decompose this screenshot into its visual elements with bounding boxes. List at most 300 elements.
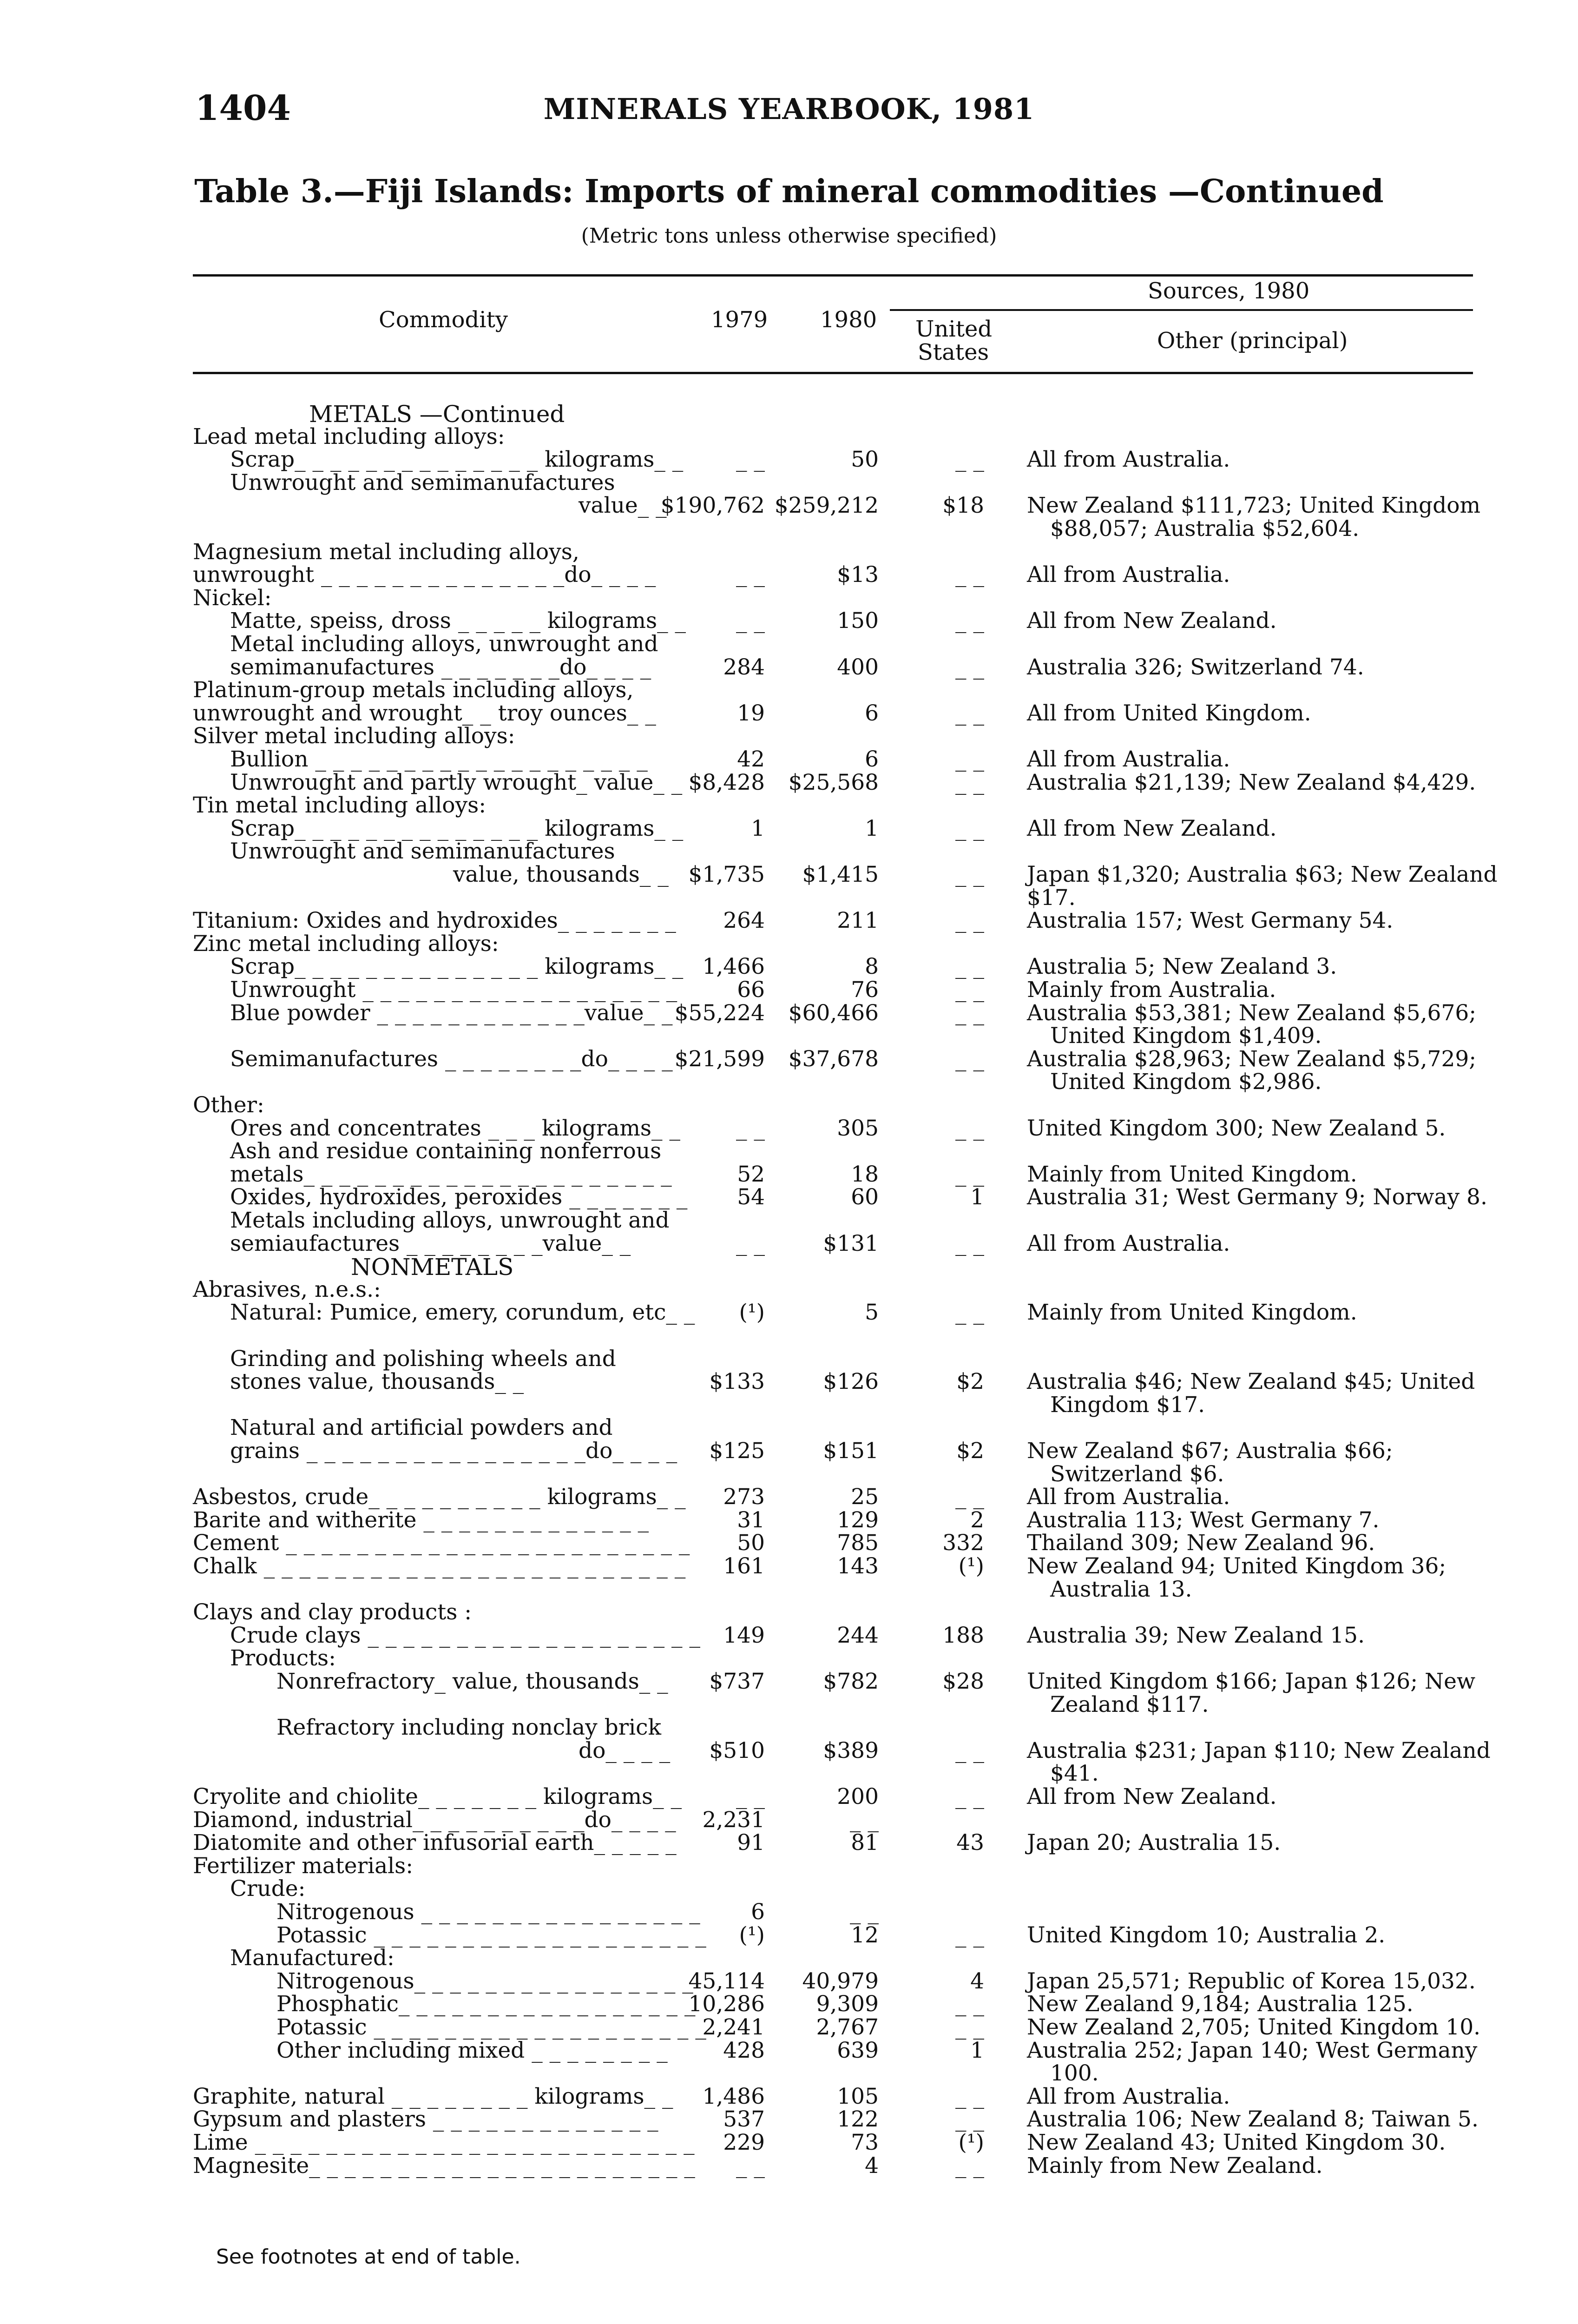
- value-1979-cell: 264: [723, 908, 765, 934]
- table-row: [0, 1484, 1578, 1510]
- table-row: [0, 1945, 1578, 1971]
- commodity-cell: Unwrought and partly wrought_ value_ _: [230, 769, 683, 795]
- table-subtitle: (Metric tons unless otherwise specified): [581, 224, 997, 248]
- table-row: [0, 1761, 1578, 1787]
- value-1979-cell: _ _: [736, 447, 765, 473]
- sources-cell: New Zealand $67; Australia $66;: [1027, 1438, 1393, 1464]
- sources-cell: Japan 20; Australia 15.: [1027, 1830, 1281, 1856]
- table-row: [0, 977, 1578, 1003]
- value-1979-cell: 273: [723, 1484, 765, 1510]
- value-us-cell: _ _: [955, 2014, 984, 2040]
- value-1979-cell: 10,286: [688, 1991, 765, 2017]
- value-1979-cell: $190,762: [660, 493, 765, 519]
- value-us-cell: _ _: [955, 1000, 984, 1026]
- value-us-cell: $18: [942, 493, 984, 519]
- value-1980-cell: 244: [837, 1622, 879, 1648]
- value-1980-cell: 2,767: [816, 2014, 879, 2040]
- table-row: [0, 562, 1578, 588]
- sources-cell: $88,057; Australia $52,604.: [1050, 516, 1360, 541]
- sources-cell: All from New Zealand.: [1027, 815, 1277, 841]
- value-1980-cell: 6: [865, 746, 879, 772]
- value-1980-cell: 73: [851, 2130, 879, 2155]
- sources-cell: Japan 25,571; Republic of Korea 15,032.: [1027, 1968, 1476, 1994]
- table-row: [0, 1991, 1578, 2017]
- value-us-cell: _ _: [955, 1784, 984, 1809]
- value-1980-cell: $1,415: [802, 862, 879, 887]
- table-row: [0, 1300, 1578, 1326]
- commodity-cell: Products:: [230, 1645, 336, 1671]
- sources-cell: New Zealand 9,184; Australia 125.: [1027, 1991, 1414, 2017]
- value-1980-cell: $25,568: [788, 769, 879, 795]
- commodity-cell: stones value, thousands_ _: [230, 1369, 524, 1395]
- commodity-cell: Grinding and polishing wheels and: [230, 1346, 616, 1372]
- table-row: [0, 2014, 1578, 2038]
- table-row: [0, 1853, 1578, 1879]
- table-row: [0, 1116, 1578, 1139]
- value-1979-cell: _ _: [736, 1784, 765, 1809]
- header-top-rule: [193, 274, 1473, 277]
- table-row: [0, 608, 1578, 634]
- value-1979-cell: 31: [737, 1507, 765, 1533]
- sources-cell: Switzerland $6.: [1050, 1461, 1224, 1487]
- table-row: [0, 723, 1578, 749]
- value-1979-cell: _ _: [736, 562, 765, 588]
- table-row: [0, 1138, 1578, 1162]
- table-row: [0, 931, 1578, 957]
- table-row: [0, 1162, 1578, 1185]
- commodity-cell: Lime _ _ _ _ _ _ _ _ _ _ _ _ _ _ _ _ _ _ _ _ _ _ _ _ _: [193, 2130, 695, 2155]
- value-us-cell: _ _: [955, 1046, 984, 1072]
- commodity-cell: Abrasives, n.e.s.:: [193, 1276, 381, 1302]
- value-1979-cell: _ _: [736, 608, 765, 634]
- sources-cell: Australia 39; New Zealand 15.: [1027, 1622, 1365, 1648]
- value-us-cell: _ _: [955, 1300, 984, 1326]
- value-1980-cell: 4: [865, 2152, 879, 2179]
- sources-cell: United Kingdom 300; New Zealand 5.: [1027, 1115, 1446, 1141]
- table-title: Table 3.—Fiji Islands: Imports of mineral commodities —Continued: [194, 173, 1384, 210]
- commodity-cell: Natural: Pumice, emery, corundum, etc_ _: [230, 1300, 695, 1326]
- commodity-cell: Nitrogenous _ _ _ _ _ _ _ _ _ _ _ _ _ _ _ _: [276, 1899, 700, 1925]
- commodity-cell: unwrought and wrought_ _ troy ounces_ _: [193, 700, 656, 726]
- commodity-cell: Crude:: [230, 1876, 306, 1902]
- value-1979-cell: $737: [709, 1669, 765, 1694]
- page-number: 1404: [195, 88, 291, 128]
- commodity-cell: Chalk _ _ _ _ _ _ _ _ _ _ _ _ _ _ _ _ _ _ _ _ _ _ _ _: [193, 1553, 686, 1579]
- table-row: [0, 2130, 1578, 2153]
- table-row: [0, 908, 1578, 934]
- table-row: [0, 2084, 1578, 2107]
- value-1980-cell: _ _: [850, 1807, 879, 1833]
- header-bottom-rule: [193, 372, 1473, 374]
- table-row: [0, 862, 1578, 885]
- value-us-cell: _ _: [955, 654, 984, 680]
- value-1979-cell: $8,428: [688, 769, 765, 795]
- commodity-cell: Diatomite and other infusorial earth_ _ _ _ _: [193, 1830, 677, 1856]
- value-us-cell: _ _: [955, 1737, 984, 1763]
- value-1979-cell: 149: [723, 1622, 765, 1648]
- value-1979-cell: (¹): [739, 1922, 765, 1948]
- commodity-cell: Fertilizer materials:: [193, 1853, 414, 1879]
- commodity-cell: unwrought _ _ _ _ _ _ _ _ _ _ _ _ _ _do_ _ _ _: [193, 562, 656, 588]
- commodity-cell: Cryolite and chiolite_ _ _ _ _ _ _ kilograms_ _: [193, 1784, 682, 1809]
- value-1980-cell: 5: [865, 1300, 879, 1326]
- sources-cell: Mainly from Australia.: [1027, 977, 1276, 1003]
- table-row: [0, 1738, 1578, 1761]
- table-row: [0, 447, 1578, 473]
- commodity-cell: Other including mixed _ _ _ _ _ _ _ _: [276, 2037, 668, 2063]
- value-1980-cell: $37,678: [788, 1046, 879, 1072]
- sources-cell: $17.: [1027, 885, 1076, 911]
- table-row: [0, 654, 1578, 678]
- commodity-cell: Platinum-group metals including alloys,: [193, 677, 634, 703]
- sources-cell: All from Australia.: [1027, 562, 1230, 588]
- value-1980-cell: $126: [823, 1369, 879, 1395]
- commodity-cell: Semimanufactures _ _ _ _ _ _ _ _do_ _ _ _: [230, 1046, 673, 1072]
- value-1980-cell: 40,979: [802, 1968, 879, 1994]
- value-us-cell: (¹): [958, 2130, 984, 2155]
- value-1980-cell: 143: [837, 1553, 879, 1579]
- section-heading: [0, 401, 1578, 428]
- table-row: [0, 2038, 1578, 2061]
- commodity-cell: Ores and concentrates _ _ _ kilograms_ _: [230, 1115, 680, 1141]
- sources-cell: Australia 13.: [1050, 1576, 1192, 1602]
- commodity-cell: Scrap_ _ _ _ _ _ _ _ _ _ _ _ _ _ kilograms_ _: [230, 815, 684, 841]
- sources-cell: Zealand $117.: [1050, 1691, 1209, 1717]
- sources-cell: New Zealand $111,723; United Kingdom: [1027, 493, 1481, 519]
- value-us-cell: _ _: [955, 562, 984, 588]
- value-1980-cell: 211: [837, 908, 879, 934]
- running-head: MINERALS YEARBOOK, 1981: [543, 92, 1035, 126]
- value-1979-cell: 284: [723, 654, 765, 680]
- table-row: [0, 1507, 1578, 1531]
- value-1979-cell: 91: [737, 1830, 765, 1856]
- table-row: [0, 1692, 1578, 1715]
- commodity-cell: Asbestos, crude_ _ _ _ _ _ _ _ _ _ kilograms_ _: [193, 1484, 686, 1510]
- value-us-cell: _ _: [955, 700, 984, 726]
- table-row: [0, 1715, 1578, 1741]
- value-us-cell: 1: [970, 1184, 984, 1210]
- table-row: [0, 1069, 1578, 1095]
- commodity-cell: Lead metal including alloys:: [193, 423, 505, 449]
- commodity-cell: Unwrought _ _ _ _ _ _ _ _ _ _ _ _ _ _ _ _ _ _: [230, 977, 677, 1003]
- sources-cell: $41.: [1050, 1761, 1099, 1787]
- value-1980-cell: 18: [851, 1161, 879, 1187]
- value-1979-cell: 45,114: [688, 1968, 765, 1994]
- sources-cell: Mainly from United Kingdom.: [1027, 1161, 1357, 1187]
- value-us-cell: _ _: [955, 954, 984, 980]
- value-us-cell: _ _: [955, 815, 984, 841]
- sources-cell: United Kingdom $2,986.: [1050, 1069, 1322, 1095]
- commodity-cell: Unwrought and semimanufactures: [230, 469, 615, 495]
- table-row: [0, 677, 1578, 703]
- commodity-cell: value_ _: [579, 493, 667, 519]
- value-1979-cell: (¹): [739, 1300, 765, 1326]
- value-us-cell: _ _: [955, 908, 984, 934]
- value-1979-cell: 1: [751, 815, 765, 841]
- value-1980-cell: 76: [851, 977, 879, 1003]
- sources-cell: Kingdom $17.: [1050, 1392, 1205, 1418]
- value-1980-cell: _ _: [850, 1899, 879, 1925]
- sources-cell: Australia 157; West Germany 54.: [1027, 908, 1394, 934]
- value-1980-cell: 129: [837, 1507, 879, 1533]
- commodity-cell: Metals including alloys, unwrought and: [230, 1208, 670, 1233]
- commodity-cell: Natural and artificial powders and: [230, 1415, 613, 1441]
- value-us-cell: 4: [970, 1968, 984, 1994]
- sources-cell: New Zealand 43; United Kingdom 30.: [1027, 2130, 1446, 2155]
- value-1979-cell: $125: [709, 1438, 765, 1464]
- sources-cell: Australia 113; West Germany 7.: [1027, 1507, 1380, 1533]
- commodity-cell: Diamond, industrial_ _ _ _ _ _ _ _ _ _do_ _ _ _: [193, 1807, 676, 1833]
- value-us-cell: _ _: [955, 447, 984, 473]
- sources-cell: New Zealand 2,705; United Kingdom 10.: [1027, 2014, 1481, 2040]
- value-us-cell: _ _: [955, 1484, 984, 1510]
- commodity-cell: Metal including alloys, unwrought and: [230, 631, 658, 657]
- commodity-cell: Potassic _ _ _ _ _ _ _ _ _ _ _ _ _ _ _ _ _ _ _: [276, 1922, 706, 1948]
- sources-cell: All from Australia.: [1027, 746, 1230, 772]
- table-row: [0, 770, 1578, 793]
- commodity-cell: Nonrefractory_ value, thousands_ _: [276, 1669, 668, 1694]
- table-row: [0, 1645, 1578, 1669]
- table-row: [0, 470, 1578, 493]
- value-1980-cell: 305: [837, 1115, 879, 1141]
- value-1979-cell: 2,231: [702, 1807, 765, 1833]
- table-row: [0, 838, 1578, 865]
- value-1980-cell: 8: [865, 954, 879, 980]
- commodity-cell: Refractory including nonclay brick: [276, 1715, 661, 1741]
- commodity-cell: Magnesium metal including alloys,: [193, 539, 579, 565]
- value-1980-cell: 105: [837, 2083, 879, 2109]
- table-row: [0, 1530, 1578, 1556]
- header-other: Other (principal): [1157, 328, 1348, 354]
- header-us-line2: States: [918, 339, 989, 365]
- sources-cell: Australia 31; West Germany 9; Norway 8.: [1027, 1184, 1487, 1210]
- commodity-cell: NONMETALS: [351, 1254, 514, 1281]
- value-us-cell: $28: [942, 1669, 984, 1694]
- value-1979-cell: 6: [751, 1899, 765, 1925]
- commodity-cell: Unwrought and semimanufactures: [230, 838, 615, 865]
- table-row: [0, 1208, 1578, 1231]
- value-1980-cell: 400: [837, 654, 879, 680]
- table-row: [0, 1553, 1578, 1577]
- sources-cell: Australia $46; New Zealand $45; United: [1027, 1369, 1475, 1395]
- sources-cell: Thailand 309; New Zealand 96.: [1027, 1530, 1375, 1556]
- table-row: [0, 1830, 1578, 1856]
- table-row: [0, 424, 1578, 447]
- sources-cell: Mainly from New Zealand.: [1027, 2152, 1323, 2179]
- value-us-cell: _ _: [955, 1991, 984, 2017]
- value-1980-cell: $259,212: [774, 493, 879, 519]
- commodity-cell: Silver metal including alloys:: [193, 723, 515, 749]
- commodity-cell: Manufactured:: [230, 1945, 394, 1971]
- value-1979-cell: _ _: [736, 2152, 765, 2179]
- commodity-cell: Zinc metal including alloys:: [193, 931, 499, 957]
- value-1979-cell: $1,735: [688, 862, 765, 887]
- header-1980: 1980: [820, 307, 877, 333]
- table-row: [0, 1577, 1578, 1600]
- commodity-cell: Cement _ _ _ _ _ _ _ _ _ _ _ _ _ _ _ _ _ _ _ _ _ _ _: [193, 1530, 690, 1556]
- table-row: [0, 1599, 1578, 1623]
- table-row: [0, 1000, 1578, 1026]
- commodity-cell: Ash and residue containing nonferrous: [230, 1138, 662, 1164]
- value-us-cell: _ _: [955, 977, 984, 1003]
- commodity-cell: Other:: [193, 1092, 264, 1118]
- table-row: [0, 2060, 1578, 2084]
- value-1980-cell: 200: [837, 1784, 879, 1809]
- table-row: [0, 1784, 1578, 1807]
- value-us-cell: _ _: [955, 769, 984, 795]
- table-row: [0, 700, 1578, 724]
- commodity-cell: metals_ _ _ _ _ _ _ _ _ _ _ _ _ _ _ _ _ _ _ _ _: [230, 1161, 672, 1187]
- value-1980-cell: 25: [851, 1484, 879, 1510]
- value-1980-cell: $782: [823, 1669, 879, 1694]
- table-row: [0, 2106, 1578, 2133]
- value-1979-cell: 54: [737, 1184, 765, 1210]
- value-1979-cell: 2,241: [702, 2014, 765, 2040]
- table-row: [0, 1899, 1578, 1925]
- table-row: [0, 1922, 1578, 1946]
- header-commodity: Commodity: [379, 307, 508, 333]
- value-1980-cell: 150: [837, 608, 879, 634]
- table-row: [0, 1968, 1578, 1992]
- value-1980-cell: $389: [823, 1737, 879, 1763]
- table-row: [0, 1461, 1578, 1485]
- table-row: [0, 746, 1578, 770]
- sources-cell: Australia 106; New Zealand 8; Taiwan 5.: [1027, 2106, 1479, 2133]
- header-sources: Sources, 1980: [1148, 278, 1310, 304]
- value-1979-cell: 52: [737, 1161, 765, 1187]
- table-row: [0, 539, 1578, 565]
- commodity-cell: Crude clays _ _ _ _ _ _ _ _ _ _ _ _ _ _ _ _ _ _ _: [230, 1622, 700, 1648]
- table-row: [0, 1669, 1578, 1692]
- commodity-cell: grains _ _ _ _ _ _ _ _ _ _ _ _ _ _ _ _do_ _ _ _: [230, 1438, 677, 1464]
- sources-cell: 100.: [1050, 2060, 1099, 2086]
- commodity-cell: Oxides, hydroxides, peroxides _ _ _ _ _ _ _: [230, 1184, 688, 1210]
- sources-cell: United Kingdom $1,409.: [1050, 1023, 1322, 1049]
- table-row: [0, 792, 1578, 819]
- sources-cell: Australia $21,139; New Zealand $4,429.: [1027, 769, 1476, 795]
- table-row: [0, 1876, 1578, 1902]
- table-row: [0, 1184, 1578, 1208]
- value-1980-cell: 50: [851, 447, 879, 473]
- commodity-cell: Clays and clay products :: [193, 1599, 472, 1625]
- value-1979-cell: $55,224: [674, 1000, 765, 1026]
- value-1980-cell: 122: [837, 2106, 879, 2133]
- commodity-cell: Nitrogenous_ _ _ _ _ _ _ _ _ _ _ _ _ _ _ _: [276, 1968, 693, 1994]
- sources-cell: All from New Zealand.: [1027, 608, 1277, 634]
- sources-cell: Mainly from United Kingdom.: [1027, 1300, 1357, 1326]
- table-row: [0, 1092, 1578, 1116]
- header-1979: 1979: [711, 307, 768, 333]
- value-us-cell: _ _: [955, 1230, 984, 1256]
- value-1980-cell: 81: [851, 1830, 879, 1856]
- value-us-cell: _ _: [955, 746, 984, 772]
- sources-cell: United Kingdom $166; Japan $126; New: [1027, 1669, 1476, 1694]
- commodity-cell: Scrap_ _ _ _ _ _ _ _ _ _ _ _ _ _ kilograms_ _: [230, 447, 684, 473]
- value-1979-cell: 537: [723, 2106, 765, 2133]
- value-us-cell: _ _: [955, 1922, 984, 1948]
- commodity-cell: Blue powder _ _ _ _ _ _ _ _ _ _ _ _value_ _: [230, 1000, 673, 1026]
- commodity-cell: Scrap_ _ _ _ _ _ _ _ _ _ _ _ _ _ kilograms_ _: [230, 954, 684, 980]
- value-us-cell: _ _: [955, 608, 984, 634]
- value-us-cell: (¹): [958, 1553, 984, 1579]
- commodity-cell: Magnesite_ _ _ _ _ _ _ _ _ _ _ _ _ _ _ _ _ _ _ _ _ _: [193, 2152, 695, 2179]
- value-1979-cell: $21,599: [674, 1046, 765, 1072]
- sources-cell: All from Australia.: [1027, 1230, 1230, 1256]
- value-us-cell: 332: [942, 1530, 984, 1556]
- value-1980-cell: 60: [851, 1184, 879, 1210]
- value-1979-cell: 428: [723, 2037, 765, 2063]
- value-1979-cell: $133: [709, 1369, 765, 1395]
- value-us-cell: 2: [970, 1507, 984, 1533]
- table-row: [0, 1023, 1578, 1049]
- commodity-cell: semimanufactures _ _ _ _ _ _ _do_ _ _ _: [230, 654, 651, 680]
- sources-cell: Australia 5; New Zealand 3.: [1027, 954, 1337, 980]
- sources-cell: Japan $1,320; Australia $63; New Zealand: [1027, 862, 1498, 887]
- commodity-cell: METALS —Continued: [309, 401, 565, 428]
- table-row: [0, 1046, 1578, 1070]
- header-us-line1: United: [915, 316, 993, 342]
- value-1980-cell: $13: [837, 562, 879, 588]
- table-row: [0, 816, 1578, 839]
- value-1980-cell: 785: [837, 1530, 879, 1556]
- commodity-cell: Matte, speiss, dross _ _ _ _ _ kilograms_ _: [230, 608, 686, 634]
- value-1980-cell: 639: [837, 2037, 879, 2063]
- table-row: [0, 1323, 1578, 1346]
- commodity-cell: Potassic _ _ _ _ _ _ _ _ _ _ _ _ _ _ _ _ _ _ _: [276, 2014, 706, 2040]
- value-us-cell: _ _: [955, 1161, 984, 1187]
- table-row: [0, 1415, 1578, 1441]
- sources-cell: All from New Zealand.: [1027, 1784, 1277, 1809]
- sources-cell: All from United Kingdom.: [1027, 700, 1311, 726]
- value-1979-cell: _ _: [736, 1230, 765, 1256]
- sources-cell: United Kingdom 10; Australia 2.: [1027, 1922, 1386, 1948]
- value-1979-cell: _ _: [736, 1115, 765, 1141]
- table-row: [0, 516, 1578, 539]
- value-us-cell: _ _: [955, 862, 984, 887]
- table-row: [0, 631, 1578, 657]
- table-row: [0, 2152, 1578, 2179]
- sources-cell: Australia $231; Japan $110; New Zealand: [1027, 1737, 1491, 1763]
- table-row: [0, 585, 1578, 611]
- value-us-cell: _ _: [955, 2083, 984, 2109]
- value-us-cell: 1: [970, 2037, 984, 2063]
- value-1980-cell: 6: [865, 700, 879, 726]
- value-1980-cell: $151: [823, 1438, 879, 1464]
- table-row: [0, 1623, 1578, 1646]
- table-row: [0, 1807, 1578, 1833]
- sources-cell: All from Australia.: [1027, 447, 1230, 473]
- sources-cell: Australia $53,381; New Zealand $5,676;: [1027, 1000, 1477, 1026]
- value-1979-cell: 19: [737, 700, 765, 726]
- value-us-cell: 188: [942, 1622, 984, 1648]
- commodity-cell: Phosphatic_ _ _ _ _ _ _ _ _ _ _ _ _ _ _ _ _: [276, 1991, 696, 2017]
- sources-cell: All from Australia.: [1027, 2083, 1230, 2109]
- table-row: [0, 1438, 1578, 1464]
- value-1980-cell: $60,466: [788, 1000, 879, 1026]
- value-1979-cell: 161: [723, 1553, 765, 1579]
- value-1979-cell: $510: [709, 1737, 765, 1763]
- sources-cell: Australia 252; Japan 140; West Germany: [1027, 2037, 1478, 2063]
- commodity-cell: semiaufactures _ _ _ _ _ _ _ _value_ _: [230, 1230, 631, 1256]
- value-1980-cell: 9,309: [816, 1991, 879, 2017]
- value-us-cell: $2: [956, 1369, 984, 1395]
- commodity-cell: Nickel:: [193, 585, 272, 611]
- sources-rule: [890, 309, 1473, 311]
- table-row: [0, 1392, 1578, 1418]
- section-heading: [0, 1254, 1578, 1281]
- commodity-cell: Tin metal including alloys:: [193, 792, 487, 819]
- table-row: [0, 954, 1578, 980]
